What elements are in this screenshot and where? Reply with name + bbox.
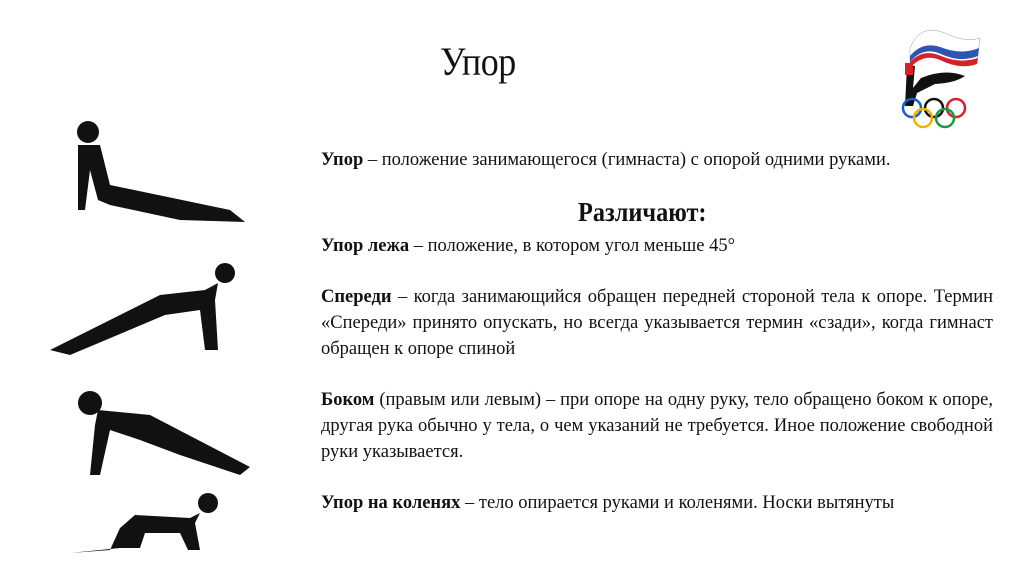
figure-support-lying-high-icon [30, 110, 250, 230]
item-text: – когда занимающийся обращен передней стороной тела к опоре. Термин «Спереди» принято опускать, но всегда указывается термин «сзади», когда гимнаст обращен к опоре спиной [321, 287, 993, 359]
item-knees [321, 490, 993, 516]
figure-support-side-icon [60, 385, 260, 480]
item-side [321, 387, 993, 465]
figure-support-lying-front-icon [40, 255, 250, 360]
slide-title: Упор [440, 39, 516, 84]
item-term: Спереди [321, 287, 392, 307]
item-text: – тело опирается руками и коленями. Носки вытянуты [460, 493, 895, 513]
subheading: Различают: [578, 197, 707, 227]
item-term: Упор лежа [321, 236, 410, 256]
definition [321, 147, 993, 173]
item-lying [321, 233, 993, 259]
item-term: Упор на коленях [321, 493, 461, 513]
definition-text: – положение занимающегося (гимнаста) с опорой одними руками. [363, 150, 891, 170]
definition-term: Упор [321, 150, 364, 170]
figure-support-knees-icon [60, 488, 230, 558]
item-front [321, 284, 993, 362]
item-text: (правым или левым) – при опоре на одну руку, тело обращено боком к опоре, другая рука обычно у тела, о чем указаний не требуется. Иное положение свободной руки указывается. [321, 390, 993, 462]
item-text: – положение, в котором угол меньше 45° [409, 236, 736, 256]
item-term: Боком [321, 390, 375, 410]
olympic-logo-icon [895, 18, 985, 133]
